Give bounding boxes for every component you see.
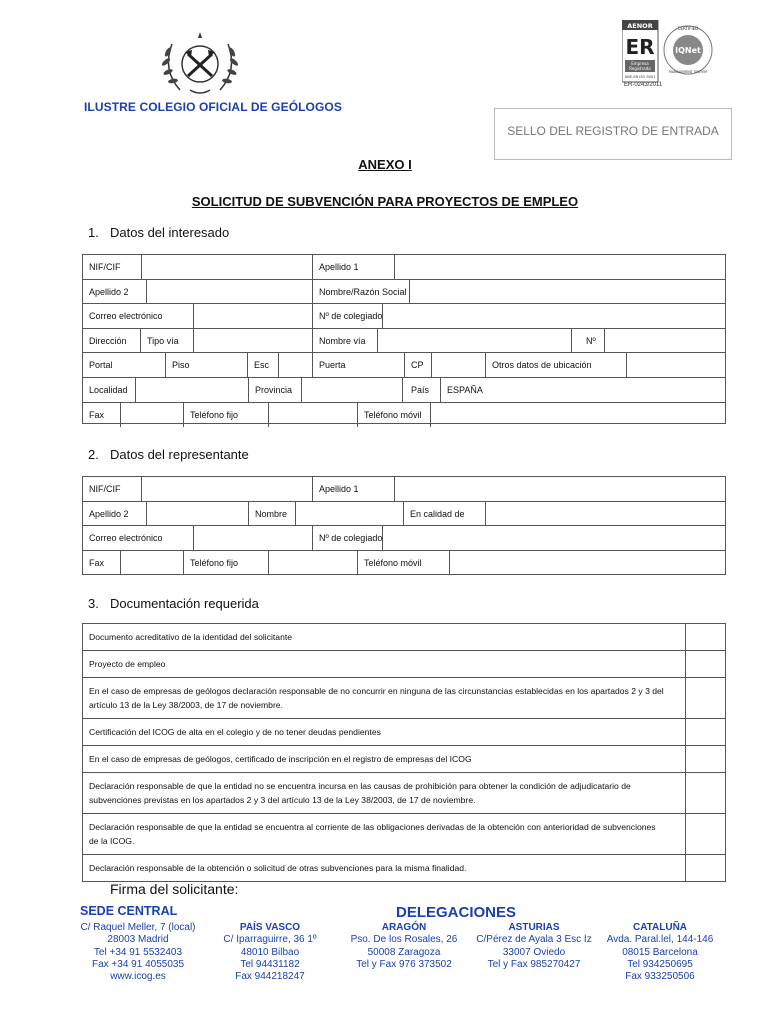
section-title: Datos del interesado bbox=[110, 225, 230, 240]
label-apellido2: Apellido 2 bbox=[89, 508, 129, 519]
document-checkbox[interactable] bbox=[685, 746, 725, 772]
svg-text:MANAGEMENT SYSTEM: MANAGEMENT SYSTEM bbox=[669, 70, 707, 74]
section-heading-documentacion bbox=[88, 596, 259, 611]
label-nombre: Nombre bbox=[255, 508, 288, 519]
document-checkbox[interactable] bbox=[685, 855, 725, 881]
label-correo: Correo electrónico bbox=[89, 533, 163, 544]
sede-central-heading: SEDE CENTRAL bbox=[80, 904, 178, 918]
label-tel-fijo: Teléfono fijo bbox=[190, 409, 239, 420]
org-name: ILUSTRE COLEGIO OFICIAL DE GEÓLOGOS bbox=[84, 100, 342, 114]
document-checkbox[interactable] bbox=[685, 651, 725, 677]
table-row bbox=[83, 502, 725, 527]
label-fax: Fax bbox=[89, 557, 105, 568]
label-pais: País bbox=[411, 384, 430, 395]
signature-label: Firma del solicitante: bbox=[110, 881, 239, 897]
section-title: Datos del representante bbox=[110, 447, 249, 462]
label-correo: Correo electrónico bbox=[89, 311, 163, 322]
sede-central-address: C/ Raquel Meller, 7 (local) 28003 Madrid Tel +34 91 5532403 Fax +34 91 4055035 www.icog.es bbox=[68, 922, 208, 983]
document-item: Documento acreditativo de la identidad del solicitante bbox=[89, 632, 293, 642]
table-row bbox=[83, 255, 725, 280]
document-item: En el caso de empresas de geólogos declaración responsable de no concurrir en ninguna de las circunstancias establecidas en los apartados 2 y 3 del artículo 13 de la Ley 38/2003, de 17 de noviembre. bbox=[89, 686, 664, 710]
table-row bbox=[83, 304, 725, 329]
table-row bbox=[83, 624, 725, 651]
document-checkbox[interactable] bbox=[685, 814, 725, 854]
label-cp: CP bbox=[411, 360, 424, 371]
table-row bbox=[83, 403, 725, 428]
svg-text:Registrada: Registrada bbox=[629, 66, 651, 71]
table-row bbox=[83, 551, 725, 576]
documentos-table bbox=[82, 623, 726, 882]
label-tel-movil: Teléfono móvil bbox=[364, 409, 422, 420]
label-nombre-via: Nombre vía bbox=[319, 335, 366, 346]
website-link[interactable]: www.icog.es bbox=[110, 971, 166, 983]
annex-title: ANEXO I bbox=[358, 157, 412, 172]
delegacion-aragon: ARAGÓN Pso. De los Rosales, 26 50008 Zaragoza Tel y Fax 976 373502 bbox=[350, 922, 458, 970]
table-row bbox=[83, 477, 725, 502]
document-item: Declaración responsable de que la entidad se encuentra al corriente de las obligaciones derivadas de la obtención con anterioridad de subvenciones de la ICOG. bbox=[89, 822, 656, 846]
stamp-label: SELLO DEL REGISTRO DE ENTRADA bbox=[507, 124, 719, 138]
document-checkbox[interactable] bbox=[685, 719, 725, 745]
table-row bbox=[83, 378, 725, 403]
label-colegiado: Nº de colegiado bbox=[319, 533, 383, 544]
label-tipo-via: Tipo vía bbox=[147, 335, 179, 346]
label-esc: Esc bbox=[254, 360, 270, 371]
form-title: SOLICITUD DE SUBVENCIÓN PARA PROYECTOS DE EMPLEO bbox=[191, 194, 579, 209]
label-piso: Piso bbox=[172, 360, 190, 371]
label-tel-fijo: Teléfono fijo bbox=[190, 557, 239, 568]
label-apellido1: Apellido 1 bbox=[319, 262, 359, 272]
document-item: Declaración responsable de que la entidad no se encuentra incursa en las causas de prohibición para obtener la condición de adjudicatario de subvenciones previstas en los apartados 2 y 3 del artículo 13 de la Ley 38/2003, de 17 de noviembre. bbox=[89, 781, 631, 805]
delegacion-asturias: ASTURIAS C/Pérez de Ayala 3 Esc Iz 33007 Oviedo Tel y Fax 985270427 bbox=[476, 922, 592, 970]
label-tel-movil: Teléfono móvil bbox=[364, 557, 422, 568]
label-provincia: Provincia bbox=[255, 384, 293, 395]
svg-text:ER: ER bbox=[625, 35, 655, 59]
svg-text:Empresa: Empresa bbox=[631, 61, 649, 66]
section-heading-representante bbox=[88, 447, 249, 462]
delegaciones-heading: DELEGACIONES bbox=[396, 904, 517, 921]
section-number: 1. bbox=[88, 225, 99, 240]
table-row bbox=[83, 855, 725, 881]
label-direccion: Dirección bbox=[89, 335, 127, 346]
label-nif: NIF/CIF bbox=[89, 262, 121, 272]
document-checkbox[interactable] bbox=[685, 678, 725, 718]
label-colegiado: Nº de colegiado bbox=[319, 311, 383, 322]
table-row bbox=[83, 651, 725, 678]
table-row bbox=[83, 719, 725, 746]
label-localidad: Localidad bbox=[89, 384, 128, 395]
label-puerta: Puerta bbox=[319, 360, 346, 371]
label-calidad: En calidad de bbox=[410, 508, 465, 519]
document-item: Proyecto de empleo bbox=[89, 659, 166, 669]
document-item: En el caso de empresas de geólogos, certificado de inscripción en el registro de empresas del ICOG bbox=[89, 754, 472, 764]
table-row bbox=[83, 678, 725, 719]
representante-table bbox=[82, 476, 726, 575]
pais-value: ESPAÑA bbox=[447, 384, 483, 395]
cert-code: ER-0243/2011 bbox=[624, 82, 663, 88]
table-row bbox=[83, 814, 725, 855]
table-row bbox=[83, 773, 725, 814]
section-title: Documentación requerida bbox=[110, 596, 259, 611]
icog-crest-logo bbox=[150, 30, 250, 102]
svg-text:AENOR: AENOR bbox=[627, 22, 653, 30]
label-otros-ubicacion: Otros datos de ubicación bbox=[492, 360, 592, 371]
label-nif: NIF/CIF bbox=[89, 484, 121, 494]
label-apellido1: Apellido 1 bbox=[319, 484, 359, 494]
section-heading-interesado bbox=[88, 225, 229, 240]
label-apellido2: Apellido 2 bbox=[89, 286, 129, 297]
svg-text:CERTIFIED: CERTIFIED bbox=[677, 26, 699, 31]
svg-text:UNE-EN ISO 9001: UNE-EN ISO 9001 bbox=[624, 75, 656, 79]
document-item: Certificación del ICOG de alta en el colegio y de no tener deudas pendientes bbox=[89, 727, 381, 737]
entry-stamp-box bbox=[494, 108, 732, 160]
table-row bbox=[83, 280, 725, 305]
delegacion-pais-vasco: PAÍS VASCO C/ Iparraguirre, 36 1º 48010 Bilbao Tel 94431182 Fax 944218247 bbox=[223, 922, 317, 983]
label-nombre-razon: Nombre/Razón Social bbox=[319, 286, 407, 297]
interesado-table bbox=[82, 254, 726, 424]
section-number: 2. bbox=[88, 447, 99, 462]
table-row bbox=[83, 746, 725, 773]
document-checkbox[interactable] bbox=[685, 624, 725, 650]
label-portal: Portal bbox=[89, 360, 113, 371]
table-row bbox=[83, 526, 725, 551]
table-row bbox=[83, 353, 725, 378]
label-numero: Nº bbox=[586, 335, 596, 346]
document-item: Declaración responsable de la obtención o solicitud de otras subvenciones para la misma finalidad. bbox=[89, 863, 467, 873]
label-fax: Fax bbox=[89, 409, 105, 420]
section-number: 3. bbox=[88, 596, 99, 611]
svg-text:IQNet: IQNet bbox=[675, 46, 701, 55]
document-checkbox[interactable] bbox=[685, 773, 725, 813]
delegacion-cataluna: CATALUÑA Avda. Paral.lel, 144-146 08015 Barcelona Tel 934250695 Fax 933250506 bbox=[606, 922, 714, 983]
table-row bbox=[83, 329, 725, 354]
